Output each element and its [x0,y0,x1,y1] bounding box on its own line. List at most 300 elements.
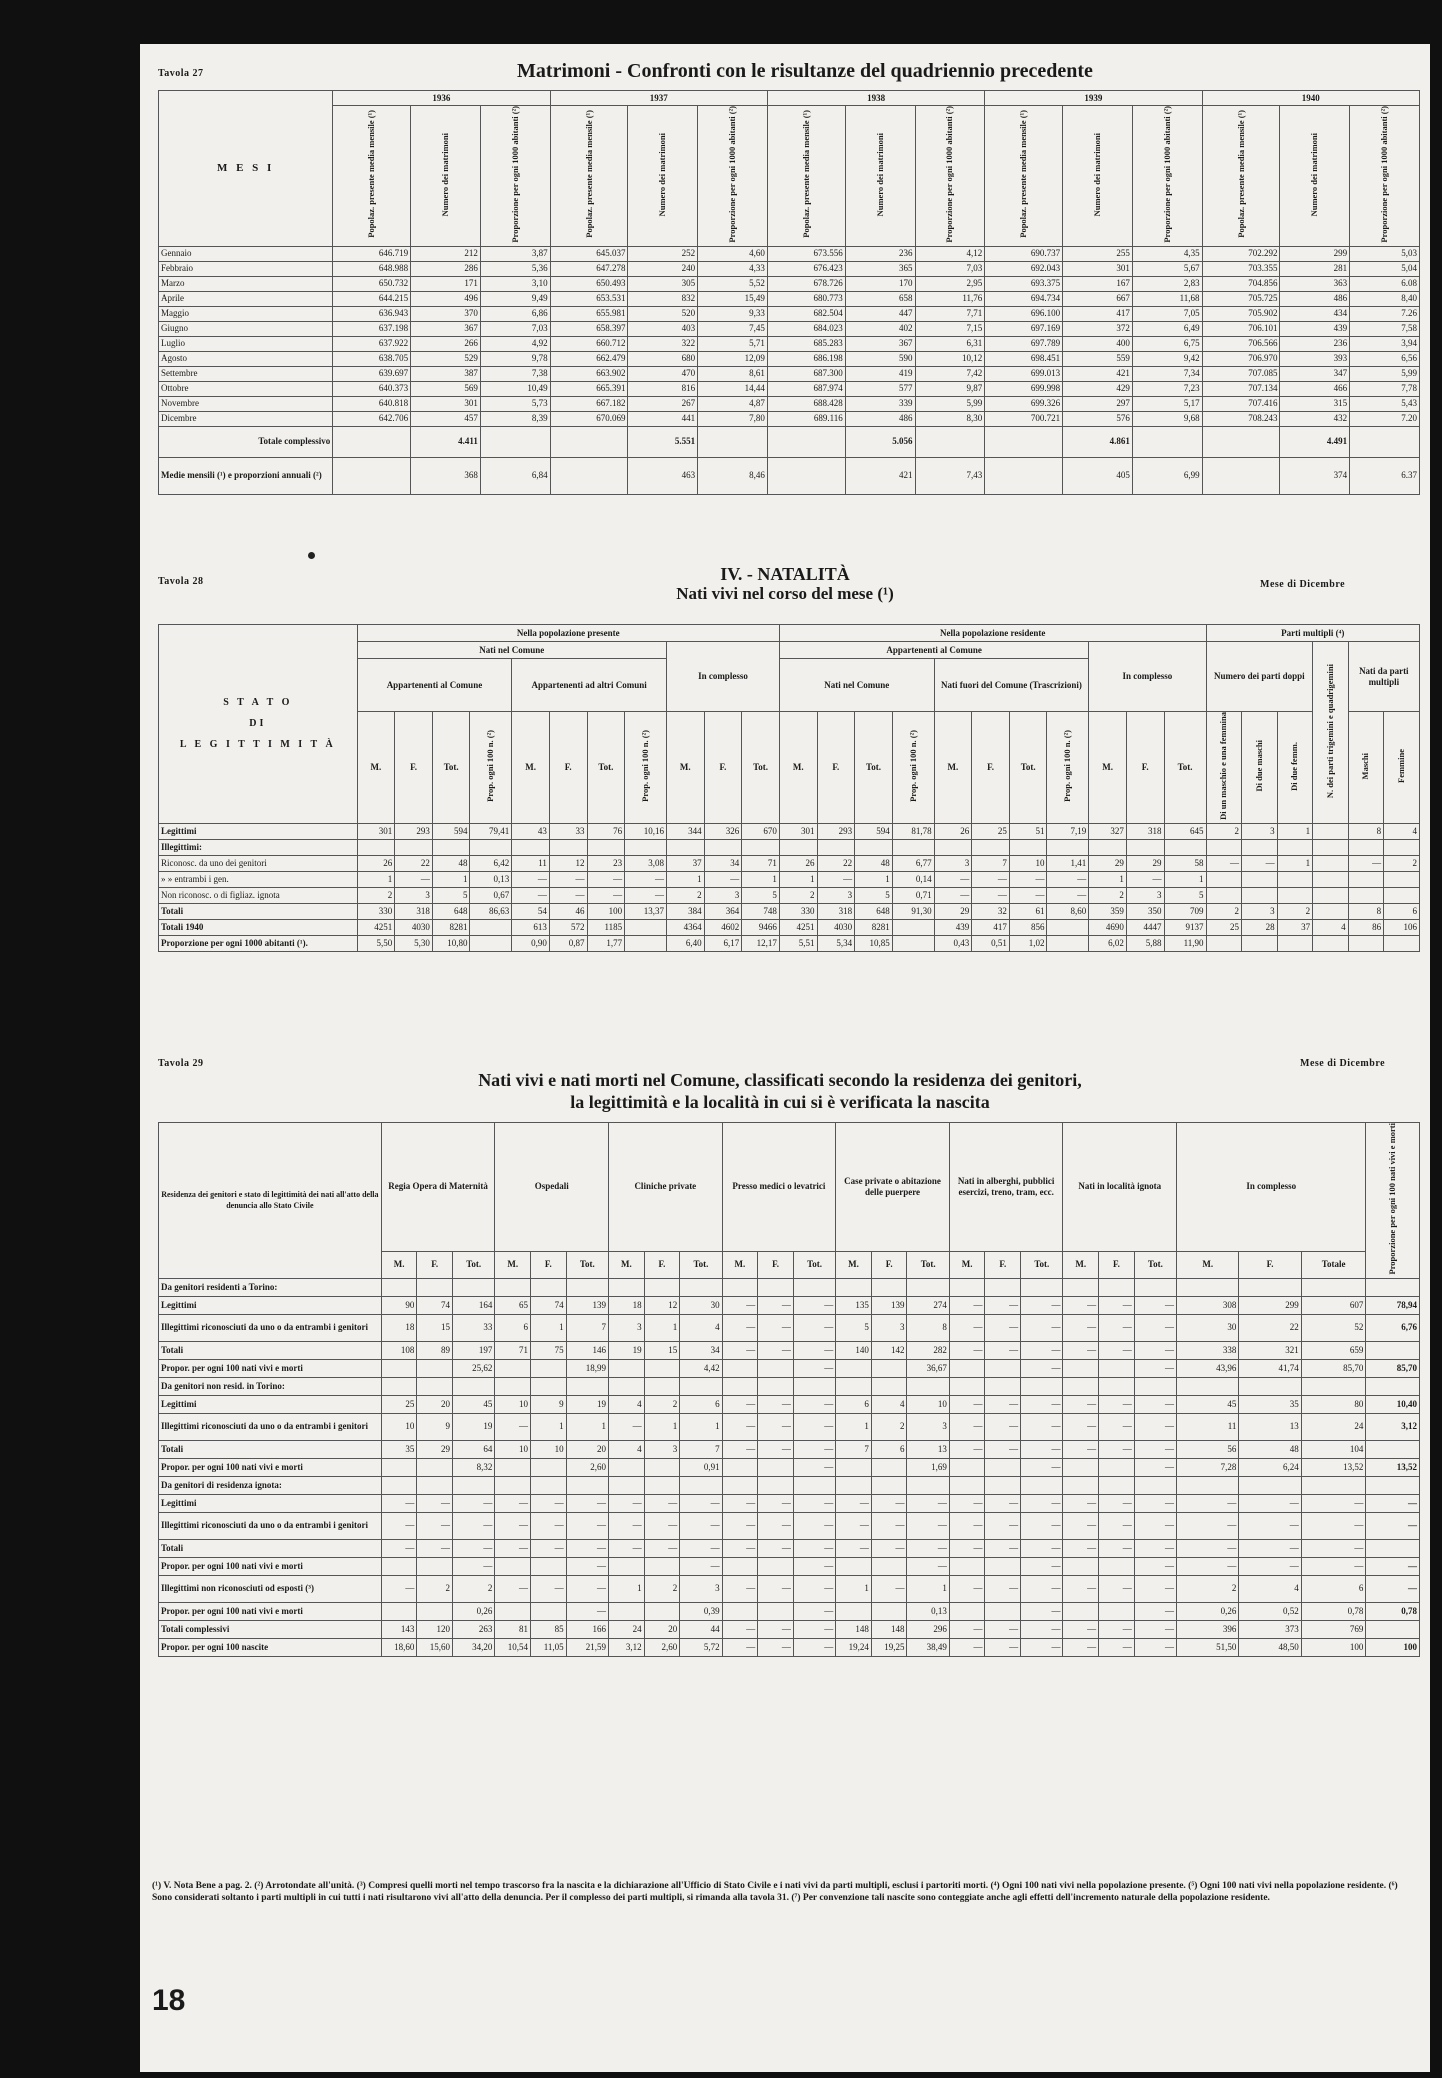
t27-cell: 11,68 [1132,291,1202,306]
t28-h-sub: M. [934,712,972,824]
t27-cell: 470 [628,366,698,381]
t29-cell: 80 [1301,1395,1366,1413]
t27-cell: 642.706 [333,411,411,426]
t27-total-label: Totale complessivo [159,426,333,457]
t29-cell: — [1366,1557,1420,1575]
t29-cell: 85 [531,1620,567,1638]
t29-h-f: F. [417,1251,453,1278]
t28-appart-comune: Appartenenti al Comune [357,659,512,712]
t27-h-num-1936 [411,106,481,247]
t28-row-label: » » entrambi i gen. [159,871,358,887]
t27-cell: 417 [1063,306,1133,321]
t27-cell: 4,87 [698,396,768,411]
t27-cell: 370 [411,306,481,321]
t28-cell: 8,60 [1047,903,1089,919]
t27-cell: 8,40 [1350,291,1420,306]
t29-cell: — [1021,1539,1063,1557]
t29-cell: — [1177,1557,1239,1575]
t28-appart-comune-h: Appartenenti al Comune [779,642,1088,659]
t29-cell: — [1099,1575,1135,1602]
t29-cell: — [1021,1395,1063,1413]
t29-stub-header: Residenza dei genitori e stato di legittimità dei nati all'atto della denuncia allo Stato Civile [159,1123,382,1279]
t27-h-pop-1939-text: Popolaz. presente media mensile (¹) [1018,110,1029,239]
t29-cell: — [985,1296,1021,1314]
t27-cell: 569 [411,381,481,396]
t27-cell: 705.725 [1202,291,1280,306]
t28-cell: — [549,871,587,887]
t29-cell [871,1359,907,1377]
t28-nati-multipli: Nati da parti multipli [1348,642,1419,712]
t27-h-prop-1936-text: Proporzione per ogni 1000 abitanti (²) [509,106,520,243]
t29-cell: — [1099,1494,1135,1512]
t27-row [159,246,1420,261]
t29-cell: — [1099,1440,1135,1458]
t28-cell [1313,839,1349,855]
t29-cell: 197 [453,1341,495,1359]
t29-cell [1021,1476,1063,1494]
t29-cell: 24 [609,1620,645,1638]
t27-cell: 4,33 [698,261,768,276]
t27-cell: 432 [1280,411,1350,426]
t29-cell: — [758,1341,794,1359]
t28-cell: 7 [972,855,1010,871]
t29-cell: — [1134,1575,1176,1602]
t28-cell: 100 [587,903,625,919]
t28-cell: — [625,887,667,903]
t29-cell: — [1134,1620,1176,1638]
t29-cell [453,1278,495,1296]
t27-mesi-header: M E S I [159,91,333,247]
t28-g-presente: Nella popolazione presente [357,625,779,642]
t27-cell: 707.085 [1202,366,1280,381]
t29-cell: 274 [907,1296,949,1314]
t28-cell [855,839,893,855]
t29-cell: 139 [871,1296,907,1314]
t27-cell: 688.428 [767,396,845,411]
t28-cell [972,839,1010,855]
t28-cell: 34 [704,855,742,871]
t28-cell: 37 [1277,919,1313,935]
t28-row [159,839,1420,855]
t29-cell [722,1377,758,1395]
t29-cell: — [1063,1494,1099,1512]
t28-cell: 3 [1242,823,1278,839]
t28-h-prop [470,712,512,824]
t29-cell: — [793,1620,835,1638]
t28-cell: 0,67 [470,887,512,903]
t29-cell [381,1278,417,1296]
t28-cell: 11 [512,855,550,871]
t28-cell [470,839,512,855]
t29-cell [531,1557,567,1575]
t28-cell: 29 [1089,855,1127,871]
t29-cell: 2 [644,1575,680,1602]
t29-cell [531,1278,567,1296]
t28-stub-header [159,625,358,824]
t29-cell [495,1278,531,1296]
t28-cell: — [625,871,667,887]
t29-cell: 4 [680,1314,722,1341]
t29-cell: — [1134,1314,1176,1341]
t29-h-f: F. [644,1251,680,1278]
t27-month-label: Gennaio [159,246,333,261]
t29-cell [644,1458,680,1476]
t27-cell: 708.243 [1202,411,1280,426]
t28-cell: 2 [357,887,395,903]
t27-cell: 687.974 [767,381,845,396]
t29-cell: — [949,1575,985,1602]
t27-h-pop-1939 [985,106,1063,247]
t29-row-label: Legittimi [159,1296,382,1314]
t29-cell: — [793,1314,835,1341]
t29-cell: — [1134,1413,1176,1440]
t29-cell: — [722,1512,758,1539]
t27-cell: 212 [411,246,481,261]
t27-cell: 7,71 [915,306,985,321]
t27-cell: 4,12 [915,246,985,261]
t28-row [159,935,1420,951]
t29-row-label: Illegittimi riconosciuti da uno o da entrambi i genitori [159,1413,382,1440]
t29-cell: 10 [495,1395,531,1413]
t29-cell: 51,50 [1177,1638,1239,1656]
t29-cell: — [1021,1413,1063,1440]
t29-row [159,1359,1420,1377]
t27-cell: 255 [1063,246,1133,261]
t29-cell: 1 [531,1413,567,1440]
t29-month: Mese di Dicembre [1300,1058,1386,1069]
t29-cell: 11 [1177,1413,1239,1440]
t29-cell: 308 [1177,1296,1239,1314]
t28-cell: 0,51 [972,935,1010,951]
t28-cell [1384,839,1420,855]
t27-cell: 367 [411,321,481,336]
t29-cell: — [1099,1638,1135,1656]
t29-cell: — [495,1413,531,1440]
t27-cell: 5,36 [480,261,550,276]
t28-row [159,887,1420,903]
bullet-dot [308,552,315,559]
t29-row-label: Illegittimi non riconosciuti od esposti (³) [159,1575,382,1602]
t29-cell: — [495,1512,531,1539]
t27-cell: 576 [1063,411,1133,426]
t29-cell: — [722,1539,758,1557]
t29-cell [531,1359,567,1377]
t28-cell: — [1009,887,1047,903]
t29-cell: — [1239,1512,1301,1539]
t28-cell [1242,871,1278,887]
t29-row-label: Da genitori residenti a Torino: [159,1278,382,1296]
t28-cell [1313,855,1349,871]
t29-cell [1063,1377,1099,1395]
t27-medie-label: Medie mensili (¹) e proporzioni annuali (²) [159,457,333,494]
t28-cell [1206,871,1242,887]
t27-cell: 5,04 [1350,261,1420,276]
t28-cell: 3 [817,887,855,903]
t29-row [159,1476,1420,1494]
t28-cell [549,839,587,855]
t29-cell: 4 [1239,1575,1301,1602]
t28-cell: 91,30 [892,903,934,919]
t29-cell: — [453,1557,495,1575]
t27-total-row [159,426,1420,457]
t27-cell: 685.283 [767,336,845,351]
t28-cell: 25 [972,823,1010,839]
t29-cell: 35 [381,1440,417,1458]
t27-cell: 403 [628,321,698,336]
t28-h-sub: M. [512,712,550,824]
t29-cell: 36,67 [907,1359,949,1377]
t27-cell: 434 [1280,306,1350,321]
t28-cell [704,839,742,855]
t28-row-label: Proporzione per ogni 1000 abitanti (¹). [159,935,358,951]
t29-cell: — [793,1602,835,1620]
t29-cell: 120 [417,1620,453,1638]
t28-h-prop-text: Prop. ogni 100 n. (²) [485,730,496,802]
t27-h-pop-1937-text: Popolaz. presente media mensile (¹) [583,110,594,239]
t29-cell: — [1063,1440,1099,1458]
t29-cell: — [644,1512,680,1539]
t29-cell [680,1278,722,1296]
t28-cell: 330 [357,903,395,919]
t29-cell [1099,1278,1135,1296]
footnotes: (¹) V. Nota Bene a pag. 2. (²) Arrotondate all'unità. (³) Compresi quelli morti nel tempo trascorso fra la nascita e la dichiarazione all'Ufficio di Stato Civile e i nati vivi da parti multipli, esclusi i partoriti morti. (⁴) Ogni 100 nati vivi nella popolazione presente. (⁵) Ogni 100 nati vivi nella popolazione residente. (⁶) Sono considerati soltanto i parti multipli in cui tutti i nati risultarono vivi all'atto della denuncia. Per il complesso dei parti multipli, si rimanda alla tavola 31. (⁷) Per convenzione tali nascite sono conteggiate anche agli effetti dell'incremento naturale della popolazione residente. [152,1881,1398,1903]
t29-cell: 15 [417,1314,453,1341]
t29-subtitle: la legittimità e la località in cui si è verificata la nascita [570,1092,990,1112]
t29-cell: 104 [1301,1440,1366,1458]
t27-cell: 6,56 [1350,351,1420,366]
t29-row [159,1413,1420,1440]
t27-cell: 486 [845,411,915,426]
t29-cell [722,1359,758,1377]
t28-cell: 5,30 [395,935,433,951]
t29-cell: 2 [1177,1575,1239,1602]
t27-h-pop-1937 [550,106,628,247]
t29-cell: 43,96 [1177,1359,1239,1377]
t28-cell [470,919,512,935]
t27-cell: 640.373 [333,381,411,396]
t28-cell [1277,839,1313,855]
t27-cell: 704.856 [1202,276,1280,291]
t28-cell: 648 [855,903,893,919]
t28-cell: 670 [742,823,780,839]
t29-cell: — [1134,1341,1176,1359]
t27-cell: 6,75 [1132,336,1202,351]
t27-cell: 699.998 [985,381,1063,396]
t28-cell: 23 [587,855,625,871]
t29-cell: — [793,1494,835,1512]
t28-cell: 9137 [1164,919,1206,935]
t27-cell: 559 [1063,351,1133,366]
t29-row [159,1440,1420,1458]
t28-cell [1089,839,1127,855]
t29-col-5: Nati in alberghi, pubblici esercizi, treno, tram, ecc. [949,1123,1063,1252]
t28-cell [1164,839,1206,855]
t29-cell: 1 [644,1314,680,1341]
t29-cell: — [1134,1296,1176,1314]
t29-cell: — [722,1440,758,1458]
t29-cell: 10 [907,1395,949,1413]
t27-cell: 429 [1063,381,1133,396]
t28-cell: 5 [432,887,470,903]
t29-title: Nati vivi e nati morti nel Comune, classificati secondo la residenza dei genitori, [478,1070,1082,1090]
t28-row-label: Riconosc. da uno dei genitori [159,855,358,871]
t28-cell: 318 [395,903,433,919]
t29-cell: — [722,1341,758,1359]
t27-h-num-1938-text: Numero dei matrimoni [874,132,885,216]
t27-h-num-1939 [1063,106,1133,247]
t29-cell: — [871,1494,907,1512]
t29-cell [836,1359,872,1377]
t29-cell: 34 [680,1341,722,1359]
t29-cell [949,1476,985,1494]
t29-cell [609,1359,645,1377]
t28-cell: 6,02 [1089,935,1127,951]
t29-cell [1301,1476,1366,1494]
t29-cell [1134,1476,1176,1494]
t29-cell: — [758,1494,794,1512]
t28-cell: 26 [934,823,972,839]
t28-h-mult-2 [1277,712,1313,824]
t29-cell: — [985,1620,1021,1638]
t28-cell [1242,935,1278,951]
t28-month: Mese di Dicembre [1260,579,1346,590]
t29-cell: 166 [566,1620,608,1638]
t27-cell: 690.737 [985,246,1063,261]
t28-h-sub: F. [1126,712,1164,824]
t28-cell [625,919,667,935]
t29-h-tot: Tot. [1021,1251,1063,1278]
t27-h-prop-1940-text: Proporzione per ogni 1000 abitanti (²) [1379,106,1390,243]
t27-cell: 400 [1063,336,1133,351]
t28-cell: 293 [817,823,855,839]
t28-cell: 2 [666,887,704,903]
t27-cell: 693.375 [985,276,1063,291]
t29-cell: 74 [417,1296,453,1314]
t28-cell: 417 [972,919,1010,935]
t29-cell [1099,1458,1135,1476]
t28-cell: 5,50 [357,935,395,951]
t29-cell [985,1557,1021,1575]
t28-cell: 8 [1348,903,1384,919]
t29-cell: — [1366,1494,1420,1512]
t29-row [159,1278,1420,1296]
t27-media: 421 [845,457,915,494]
t27-row [159,411,1420,426]
t29-col-6: Nati in località ignota [1063,1123,1177,1252]
t28-in-complesso-r: In complesso [1089,642,1206,712]
t28-cell: 2 [1384,855,1420,871]
t29-cell [836,1458,872,1476]
t29-cell [381,1476,417,1494]
t28-h-sub: M. [357,712,395,824]
t29-h-f: F. [1099,1251,1135,1278]
t29-cell: 3,12 [609,1638,645,1656]
t28-cell [1206,935,1242,951]
t29-cell [1063,1602,1099,1620]
t29-cell [1021,1377,1063,1395]
t28-cell: 1 [1277,855,1313,871]
t28-h-sub: F. [395,712,433,824]
t27-cell: 267 [628,396,698,411]
t27-cell: 496 [411,291,481,306]
t28-cell: 76 [587,823,625,839]
t27-month-label: Ottobre [159,381,333,396]
t29-row [159,1296,1420,1314]
t29-group-row [159,1123,1420,1252]
t29-cell: 33 [453,1314,495,1341]
t28-cell: 5,34 [817,935,855,951]
t27-cell: 644.215 [333,291,411,306]
t28-cell: 5 [1164,887,1206,903]
t28-cell: 48 [432,855,470,871]
t29-cell: — [495,1575,531,1602]
t29-cell: — [793,1557,835,1575]
t29-cell [1063,1359,1099,1377]
t27-cell: 676.423 [767,261,845,276]
t27-cell: 7,34 [1132,366,1202,381]
t29-row [159,1602,1420,1620]
t28-h-mult-0-text: Di un maschio e una femmina [1218,712,1229,820]
t27-h-num-1940-text: Numero dei matrimoni [1309,132,1320,216]
t29-cell: — [609,1494,645,1512]
t29-cell: — [644,1539,680,1557]
t27-cell: 706.970 [1202,351,1280,366]
t29-cell [609,1278,645,1296]
t27-cell: 9,87 [915,381,985,396]
t29-cell: 9 [531,1395,567,1413]
t29-cell: — [836,1539,872,1557]
t29-cell [531,1476,567,1494]
t28-cell [892,839,934,855]
t29-h-f: F. [531,1251,567,1278]
t29-cell: 20 [566,1440,608,1458]
t27-cell: 7,03 [915,261,985,276]
t27-cell: 252 [628,246,698,261]
t27-cell: 650.732 [333,276,411,291]
t27-year-1936: 1936 [333,91,550,106]
t29-cell: 22 [1239,1314,1301,1341]
t29-cell: 18 [381,1314,417,1341]
t27-h-prop-1939 [1132,106,1202,247]
t29-cell: 769 [1301,1620,1366,1638]
t28-cell [1047,919,1089,935]
t27-cell: 2,83 [1132,276,1202,291]
t29-cell: 13 [1239,1413,1301,1440]
t29-cell: — [836,1512,872,1539]
t29-cell [609,1377,645,1395]
t29-row [159,1458,1420,1476]
t28-cell: 0,14 [892,871,934,887]
t28-cell: — [1047,871,1089,887]
t27-cell: 305 [628,276,698,291]
t29-cell [1021,1278,1063,1296]
t29-cell: — [907,1512,949,1539]
t29-cell: 48 [1239,1440,1301,1458]
t29-cell [722,1602,758,1620]
t27-cell: 301 [1063,261,1133,276]
t27-cell: 9,42 [1132,351,1202,366]
t28-cell [1348,887,1384,903]
t29-cell: 1 [836,1575,872,1602]
t29-cell: 2 [871,1413,907,1440]
t29-cell [1177,1377,1239,1395]
t29-cell: 15 [644,1341,680,1359]
t29-cell [566,1278,608,1296]
t28-cell [625,839,667,855]
t28-cell: 4030 [817,919,855,935]
t29-cell: 19 [566,1395,608,1413]
t27-cell: 673.556 [767,246,845,261]
